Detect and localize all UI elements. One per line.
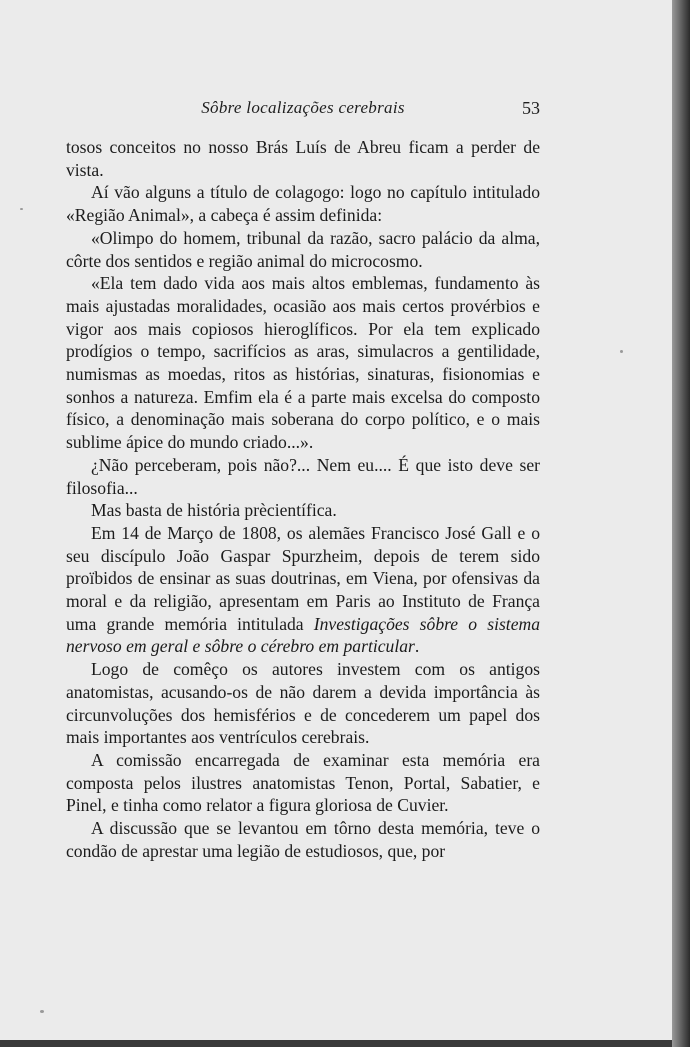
paper-speck [620, 350, 623, 353]
text-run: . [414, 636, 420, 657]
paragraph-quote: «Ela tem dado vida aos mais altos emblemas, fundamento às mais ajustadas moralidades, ocasião aos mais certos provérbios e vigor aos mais copiosos hieroglíficos. Por ela tem explicado prodígios o tempo, sacrifícios as aras, simulacros a gentilidade, numismas as moedas, ritos as histórias, sinaturas, fisionomias e sonhos a natureza. Emfim ela é a parte mais excelsa do composto físico, a denominação mais soberana do corpo político, e o mais sublime ápice do mundo criado...». [66, 273, 540, 453]
paper-speck [40, 1010, 44, 1013]
paragraph-memoir [66, 522, 540, 658]
page-number: 53 [522, 98, 540, 118]
paper-speck [20, 208, 23, 210]
paragraph: ¿Não perceberam, pois não?... Nem eu.... É que isto deve ser filosofia... [66, 454, 540, 498]
page-header [66, 98, 540, 122]
page-edge-shadow [672, 0, 690, 1047]
paragraph: A discussão que se levantou em tôrno desta memória, teve o condão de aprestar uma legião de estudiosos, que, por [66, 818, 540, 861]
body-text [66, 136, 540, 863]
memoir-title: Investigações sôbre o sistema nervoso em geral e sôbre o cérebro em particular [66, 613, 541, 657]
paragraph: Mas basta de história prècientífica. [91, 500, 337, 521]
running-title: Sôbre localizações cerebrais [201, 98, 405, 117]
paragraph: Logo de comêço os autores investem com os antigos anatomistas, acusando-os de não darem a devida importância às circunvoluções dos hemisférios e de concederem um papel dos mais importantes aos ventrículos cerebrais. [66, 659, 540, 748]
paragraph-quote: «Olimpo do homem, tribunal da razão, sacro palácio da alma, côrte dos sentidos e região animal do microcosmo. [66, 227, 540, 271]
paragraph-continuation: tosos conceitos no nosso Brás Luís de Abreu ficam a perder de vista. [66, 137, 540, 180]
text-run: Em 14 de Março de 1808, os alemães Francisco José Gall e o seu discípulo João Gaspar Spurzheim, depois de terem sido proïbidos de ensinar as suas doutrinas, em Viena, por ofensivas da moral e da religião, apresentam em Paris ao Instituto de França uma grande memória intitulada [66, 522, 540, 634]
paragraph: A comissão encarregada de examinar esta memória era composta pelos ilustres anatomistas Tenon, Portal, Sabatier, e Pinel, e tinha como relator a figura gloriosa de Cuvier. [66, 749, 540, 816]
paragraph: Aí vão alguns a título de colagogo: logo no capítulo intitulado «Região Animal», a cabeça é assim definida: [66, 182, 540, 226]
